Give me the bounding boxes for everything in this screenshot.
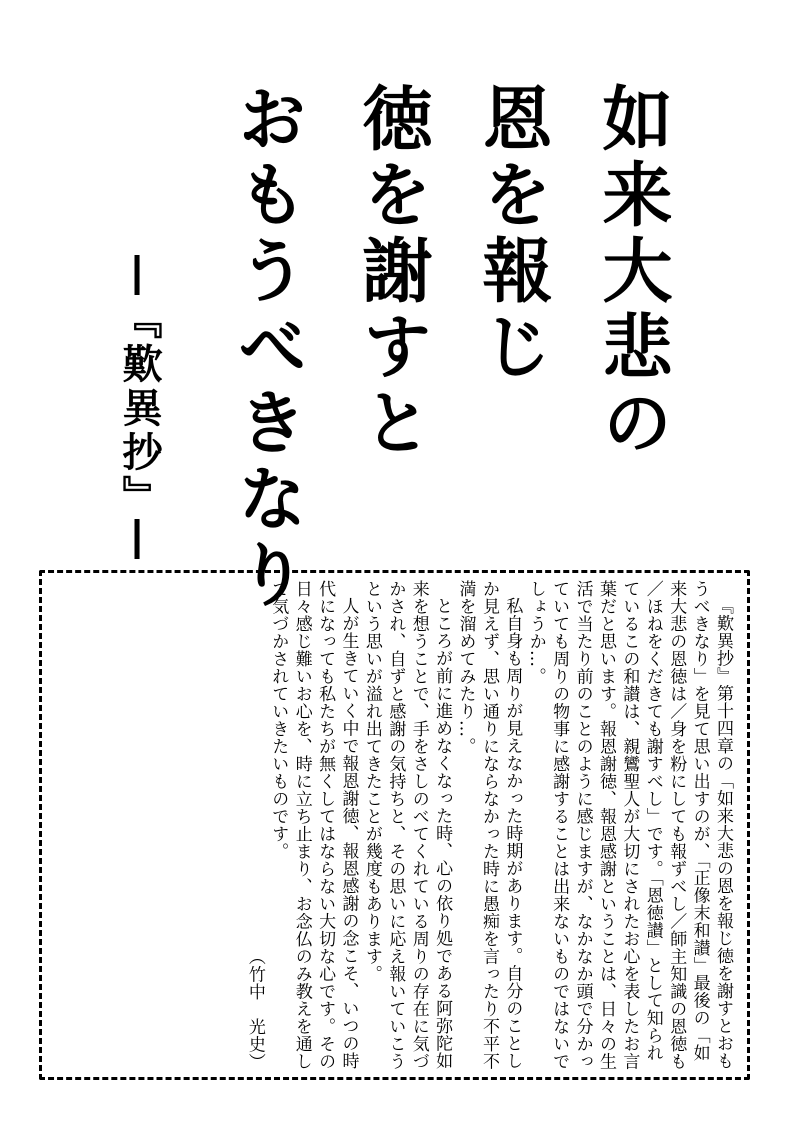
title-line-1: 如来大悲の — [591, 82, 673, 462]
title-line-4: おもうべきなり — [226, 82, 308, 614]
article-paragraph-2: 私自身も周りが見えなかった時期があります。自分のことしか見えず、思い通りにならなかった時に愚痴を言ったり不平不満を溜めてみたり…。 — [455, 580, 523, 1070]
title-line-2: 恩を報じ — [471, 82, 553, 386]
article-paragraph-1: 『歎異抄』第十四章の「如来大悲の恩を報じ徳を謝すとおもうべきなり」を見て思い出すのが、「正像末和讃」最後の「如来大悲の恩徳は／身を粉にしても報ずべし／師主知識の恩徳も／ほねをくだきても謝すべし」です。「恩徳讃」として知られているこの和讃は、親鸞聖人が大切にされたお心を表したお言葉だと思います。報恩謝徳、報恩感謝ということは、日々の生活で当たり前のことのように感じますが、なかなか頭で分かっていても周りの物事に感謝することは出来ないものではないでしょうか…。 — [525, 580, 733, 1070]
article-paragraph-3: ところが前に進めなくなった時、心の依り処である阿弥陀如来を想うことで、手をさしのべてくれている周りの存在に気づかされ、自ずと感謝の気持ちと、その思いに応え報いていこうという思いが溢れ出てきたことが幾度もあります。 — [361, 580, 453, 1070]
title-line-3: 徳を謝すと — [351, 82, 433, 462]
article-body — [54, 580, 734, 1070]
article-signature-wrap — [242, 580, 265, 1070]
subtitle-source: ―『歎異抄』― — [116, 255, 162, 563]
article-paragraph-4: 人が生きていく中で報恩謝徳、報恩感謝の念こそ、いつの時代になっても私たちが無くしてはならない大切な心です。その日々感じ難いお心を、時に立ち止まり、お念仏のみ教えを通して気づかされていきたいものです。 — [268, 580, 359, 1070]
author-signature: （竹中 光史） — [244, 947, 265, 1070]
